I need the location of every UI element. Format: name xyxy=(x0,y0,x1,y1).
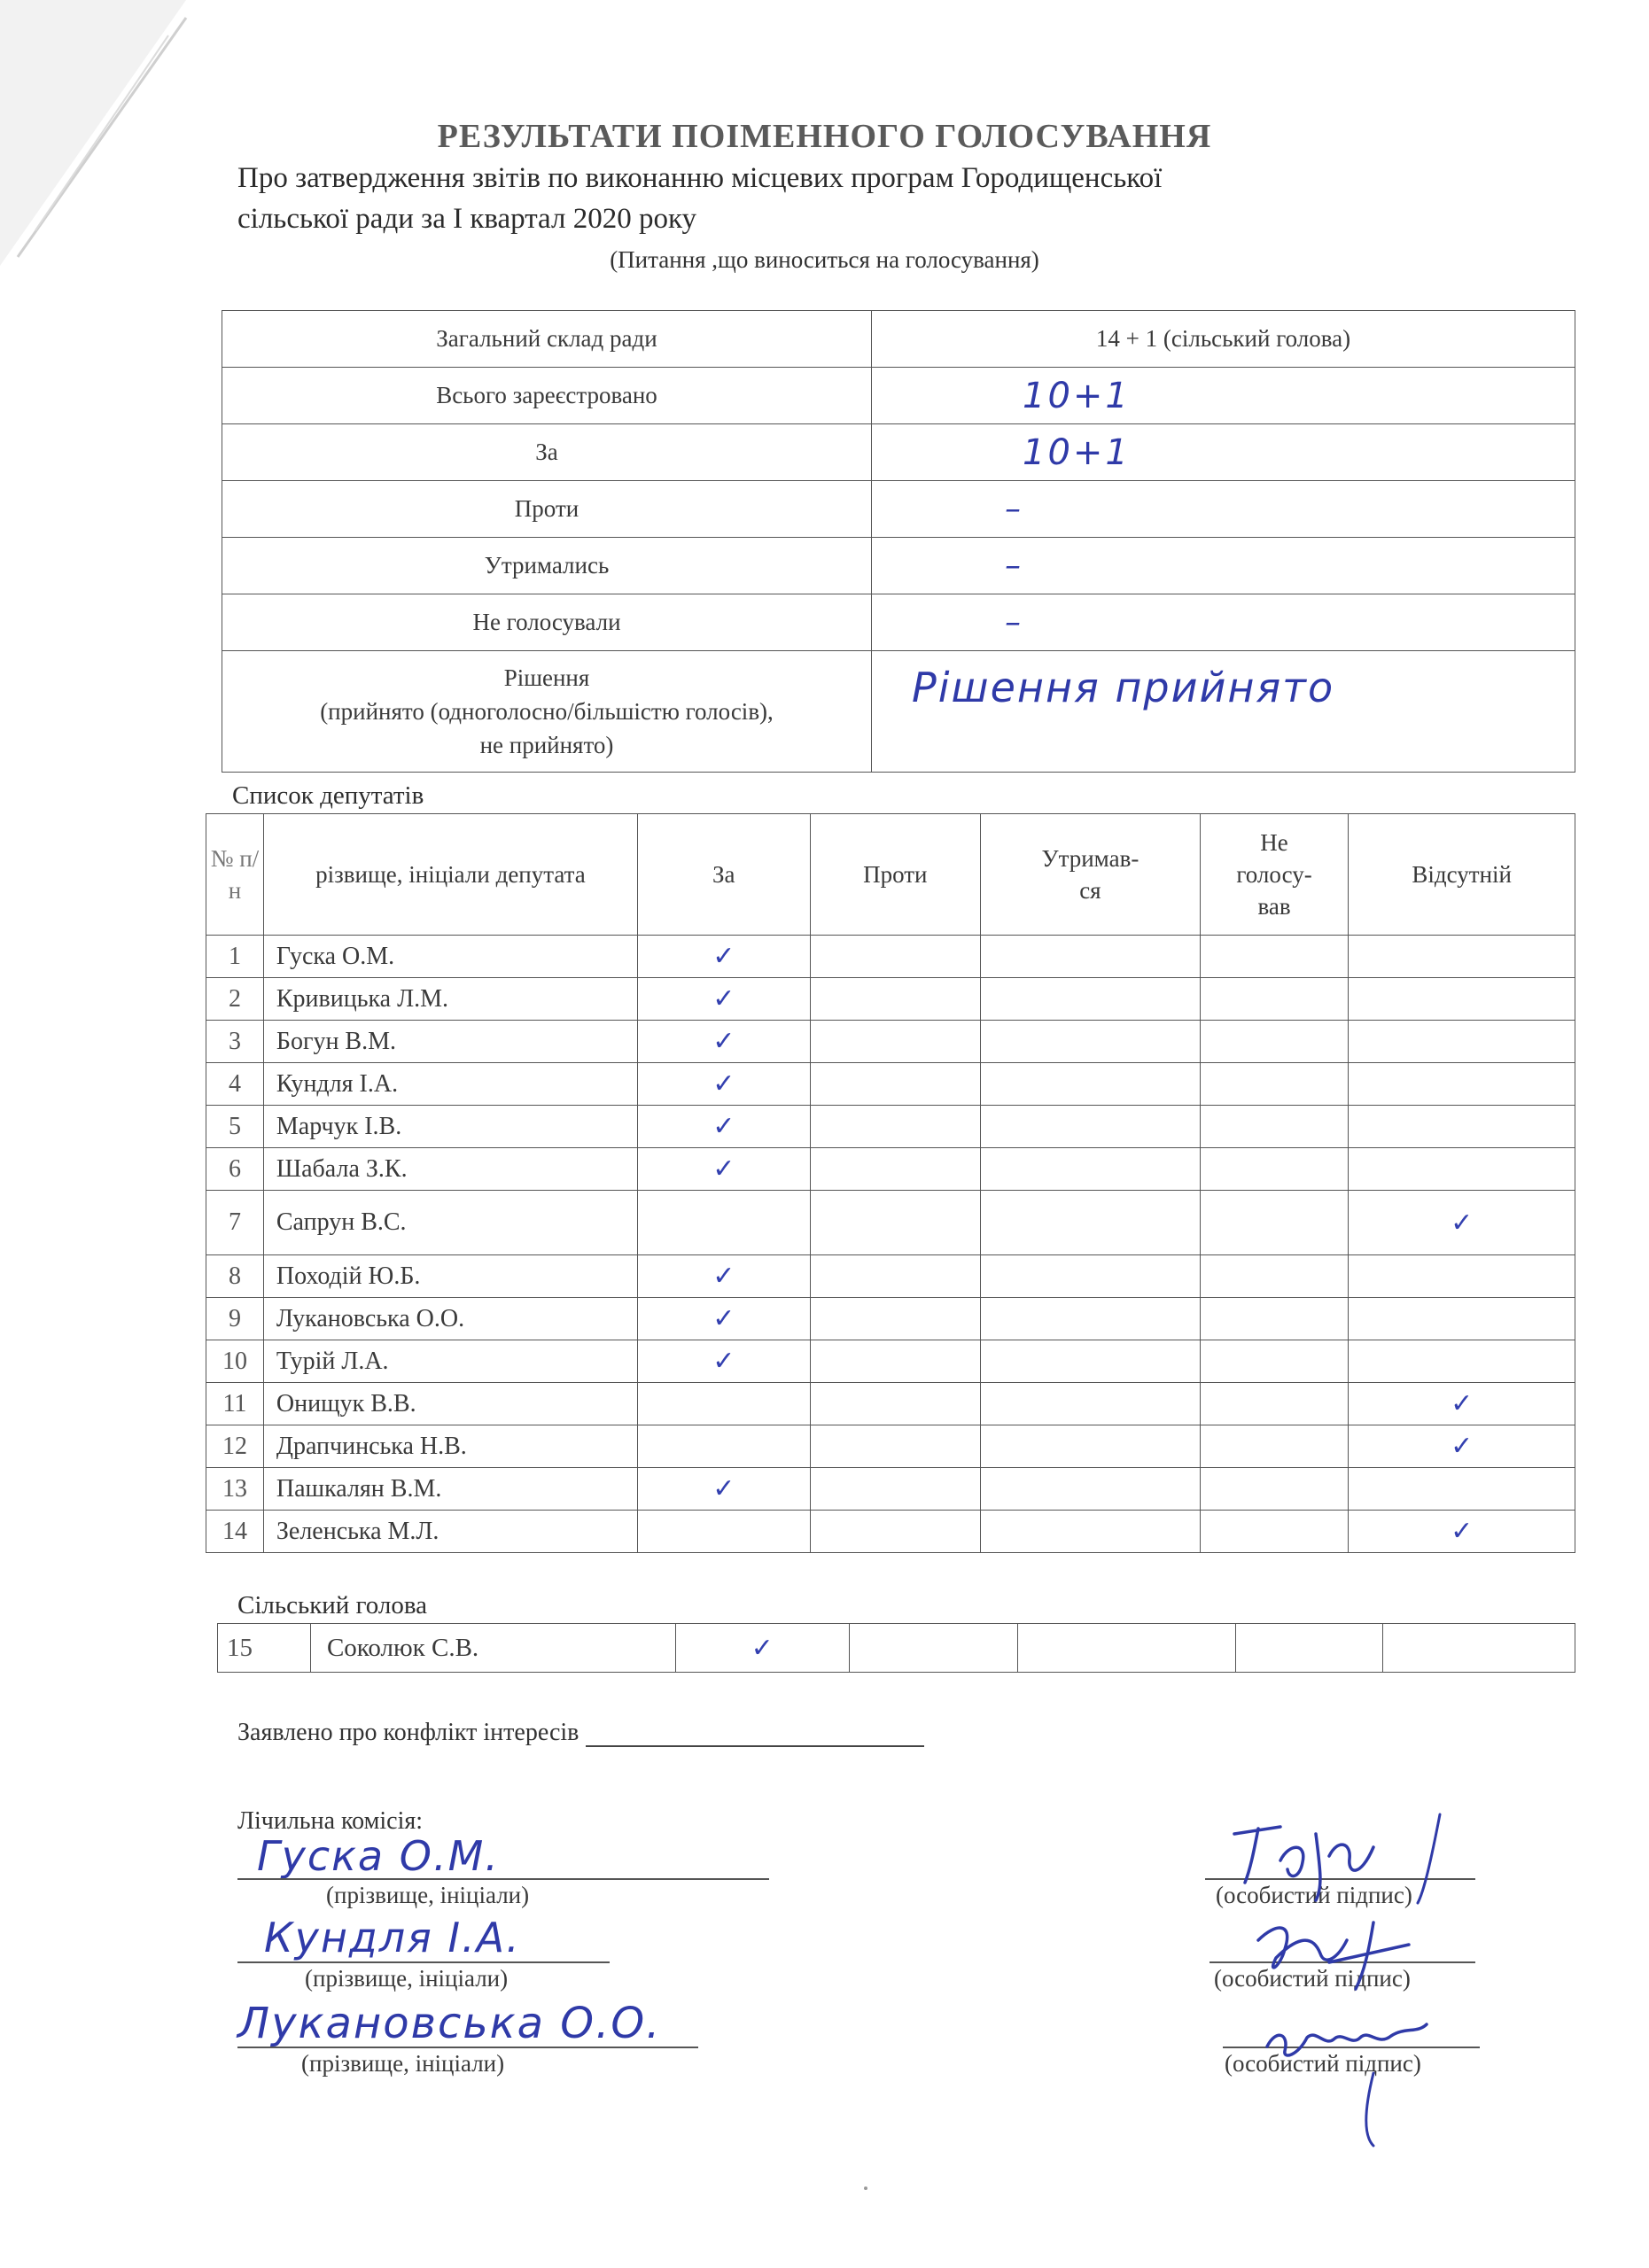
deputy-vote-against xyxy=(810,1255,981,1298)
header-name: різвище, ініціали депутата xyxy=(263,814,637,936)
deputy-num: 14 xyxy=(206,1511,264,1553)
deputy-row xyxy=(206,936,1575,978)
deputy-name: Драпчинська Н.В. xyxy=(263,1425,637,1468)
chair-vote-absent xyxy=(1383,1624,1575,1673)
deputy-vote-against xyxy=(810,1063,981,1106)
deputy-vote-for xyxy=(638,1106,810,1148)
deputy-name: Пашкалян В.М. xyxy=(263,1468,637,1511)
deputy-vote-absent xyxy=(1349,1298,1575,1340)
deputy-vote-against xyxy=(810,1298,981,1340)
deputy-vote-for xyxy=(638,1255,810,1298)
member-2-name-line xyxy=(237,1961,610,1963)
vote-subject xyxy=(237,158,1478,239)
member-1-signature-caption: (особистий підпис) xyxy=(1216,1882,1412,1908)
header-abstained xyxy=(981,814,1201,936)
deputy-vote-absent xyxy=(1349,1191,1575,1255)
chair-table xyxy=(217,1623,1575,1673)
member-3-signature-caption: (особистий підпис) xyxy=(1225,2050,1421,2077)
deputy-row xyxy=(206,978,1575,1021)
deputy-vote-absent xyxy=(1349,1383,1575,1425)
deputy-vote-for xyxy=(638,1340,810,1383)
deputy-vote-absent xyxy=(1349,1021,1575,1063)
check-mark-icon: ✓ xyxy=(712,941,735,972)
header-against: Проти xyxy=(810,814,981,936)
conflict-label: Заявлено про конфлікт інтересів xyxy=(237,1719,579,1746)
deputy-vote-abstained xyxy=(981,1021,1201,1063)
deputy-row xyxy=(206,1298,1575,1340)
summary-value-against xyxy=(872,481,1575,538)
deputy-vote-abstained xyxy=(981,1340,1201,1383)
summary-label: Загальний склад ради xyxy=(222,311,872,368)
summary-row-abstained xyxy=(222,538,1575,594)
decision-label-line-1: Рішення xyxy=(503,664,590,691)
check-mark-icon: ✓ xyxy=(1451,1388,1474,1419)
deputy-vote-for xyxy=(638,1298,810,1340)
deputy-row xyxy=(206,1383,1575,1425)
chair-row xyxy=(218,1624,1575,1673)
deputy-vote-abstained xyxy=(981,1148,1201,1191)
deputy-num: 8 xyxy=(206,1255,264,1298)
deputy-num: 12 xyxy=(206,1425,264,1468)
header-abstained-line-2: ся xyxy=(1079,877,1101,904)
deputy-vote-abstained xyxy=(981,1383,1201,1425)
deputy-vote-against xyxy=(810,1148,981,1191)
deputy-vote-against xyxy=(810,1425,981,1468)
deputy-vote-absent xyxy=(1349,936,1575,978)
check-mark-icon: ✓ xyxy=(1451,1431,1474,1462)
deputy-num: 1 xyxy=(206,936,264,978)
deputy-vote-not-voted xyxy=(1200,1511,1349,1553)
header-not-voted-line-1: Не xyxy=(1260,829,1288,856)
summary-decision-value xyxy=(872,651,1575,773)
member-3-handwritten-name: Лукановська О.О. xyxy=(237,1999,662,2048)
deputy-name: Гуска О.М. xyxy=(263,936,637,978)
deputy-vote-not-voted xyxy=(1200,1191,1349,1255)
deputy-vote-abstained xyxy=(981,1063,1201,1106)
member-2-signature-caption: (особистий підпис) xyxy=(1214,1965,1411,1992)
deputy-vote-absent xyxy=(1349,1340,1575,1383)
deputy-name: Сапрун В.С. xyxy=(263,1191,637,1255)
deputy-vote-for xyxy=(638,1191,810,1255)
vote-subject-line-1: Про затвердження звітів по виконанню місцевих програм Городищенської xyxy=(237,162,1163,194)
deputy-vote-abstained xyxy=(981,1191,1201,1255)
chair-vote-against xyxy=(849,1624,1018,1673)
deputies-header-row xyxy=(206,814,1575,936)
deputy-vote-not-voted xyxy=(1200,936,1349,978)
deputy-row xyxy=(206,1191,1575,1255)
deputy-row xyxy=(206,1106,1575,1148)
deputy-vote-not-voted xyxy=(1200,1340,1349,1383)
handwritten-dash: – xyxy=(1005,604,1021,641)
summary-row-not-voted xyxy=(222,594,1575,651)
member-1-name-line xyxy=(237,1878,769,1880)
deputy-vote-absent xyxy=(1349,1511,1575,1553)
deputy-vote-against xyxy=(810,1468,981,1511)
deputy-vote-for xyxy=(638,936,810,978)
deputy-vote-against xyxy=(810,1511,981,1553)
summary-table xyxy=(222,310,1575,773)
member-1-signature xyxy=(1218,1807,1484,1905)
decision-label-line-3: не прийнято) xyxy=(479,732,614,758)
check-mark-icon: ✓ xyxy=(712,983,735,1014)
summary-row-total xyxy=(222,311,1575,368)
deputy-name: Марчук І.В. xyxy=(263,1106,637,1148)
header-num: № п/н xyxy=(206,814,264,936)
deputy-vote-against xyxy=(810,1383,981,1425)
chair-vote-for xyxy=(675,1624,849,1673)
deputy-vote-for xyxy=(638,1148,810,1191)
deputy-num: 7 xyxy=(206,1191,264,1255)
deputy-num: 9 xyxy=(206,1298,264,1340)
deputy-vote-against xyxy=(810,1191,981,1255)
check-mark-icon: ✓ xyxy=(1451,1516,1474,1547)
deputy-vote-abstained xyxy=(981,1106,1201,1148)
member-2-handwritten-name: Кундля І.А. xyxy=(264,1914,521,1961)
deputy-name: Зеленська М.Л. xyxy=(263,1511,637,1553)
deputy-vote-not-voted xyxy=(1200,1106,1349,1148)
deputy-num: 13 xyxy=(206,1468,264,1511)
summary-row-registered xyxy=(222,368,1575,424)
deputies-table xyxy=(206,813,1575,1553)
deputy-num: 6 xyxy=(206,1148,264,1191)
handwritten-dash: – xyxy=(1005,548,1021,584)
header-for: За xyxy=(638,814,810,936)
check-mark-icon: ✓ xyxy=(712,1303,735,1334)
deputy-row xyxy=(206,1340,1575,1383)
deputy-vote-for xyxy=(638,1425,810,1468)
deputy-row xyxy=(206,1021,1575,1063)
deputy-row xyxy=(206,1468,1575,1511)
summary-value-for xyxy=(872,424,1575,481)
deputy-num: 3 xyxy=(206,1021,264,1063)
check-mark-icon: ✓ xyxy=(712,1026,735,1057)
check-mark-icon: ✓ xyxy=(712,1068,735,1099)
deputy-vote-against xyxy=(810,1340,981,1383)
chair-vote-not-voted xyxy=(1236,1624,1383,1673)
deputy-vote-abstained xyxy=(981,1255,1201,1298)
deputy-vote-not-voted xyxy=(1200,1148,1349,1191)
deputy-vote-absent xyxy=(1349,978,1575,1021)
deputy-vote-for xyxy=(638,1511,810,1553)
summary-label: Не голосували xyxy=(222,594,872,651)
header-abstained-line-1: Утримав- xyxy=(1041,845,1140,872)
check-mark-icon: ✓ xyxy=(712,1261,735,1292)
summary-label: Проти xyxy=(222,481,872,538)
deputy-vote-absent xyxy=(1349,1106,1575,1148)
handwritten-value: 10+1 xyxy=(1023,431,1131,473)
deputy-vote-for xyxy=(638,1063,810,1106)
header-not-voted-line-2: голосу- xyxy=(1236,861,1312,888)
deputy-name: Онищук В.В. xyxy=(263,1383,637,1425)
chair-num: 15 xyxy=(218,1624,311,1673)
deputies-section-label: Список депутатів xyxy=(232,781,424,810)
check-mark-icon: ✓ xyxy=(712,1473,735,1504)
deputy-vote-absent xyxy=(1349,1425,1575,1468)
deputy-vote-abstained xyxy=(981,1511,1201,1553)
summary-row-decision xyxy=(222,651,1575,773)
commission-label: Лічильна комісія: xyxy=(237,1807,424,1835)
deputy-vote-not-voted xyxy=(1200,1021,1349,1063)
deputy-num: 11 xyxy=(206,1383,264,1425)
chair-vote-abstained xyxy=(1018,1624,1236,1673)
summary-label: Утримались xyxy=(222,538,872,594)
summary-value-total: 14 + 1 (сільський голова) xyxy=(872,311,1575,368)
summary-decision-label xyxy=(222,651,872,773)
header-absent: Відсутній xyxy=(1349,814,1575,936)
deputy-name: Шабала З.К. xyxy=(263,1148,637,1191)
deputy-vote-abstained xyxy=(981,936,1201,978)
member-3-signature xyxy=(1249,1984,1489,2153)
deputy-name: Кундля І.А. xyxy=(263,1063,637,1106)
handwritten-decision: Рішення прийнято xyxy=(912,664,1335,711)
summary-label: Всього зареєстровано xyxy=(222,368,872,424)
deputy-row xyxy=(206,1063,1575,1106)
deputy-vote-for xyxy=(638,978,810,1021)
deputy-row xyxy=(206,1511,1575,1553)
deputy-vote-abstained xyxy=(981,1425,1201,1468)
deputy-row xyxy=(206,1425,1575,1468)
chair-name: Соколюк С.В. xyxy=(310,1624,675,1673)
check-mark-icon: ✓ xyxy=(712,1153,735,1184)
member-3-name-caption: (прізвище, ініціали) xyxy=(301,2050,505,2077)
deputy-name: Кривицька Л.М. xyxy=(263,978,637,1021)
deputy-num: 5 xyxy=(206,1106,264,1148)
deputy-name: Походій Ю.Б. xyxy=(263,1255,637,1298)
deputy-name: Лукановська О.О. xyxy=(263,1298,637,1340)
deputy-vote-against xyxy=(810,978,981,1021)
summary-row-for xyxy=(222,424,1575,481)
deputy-vote-not-voted xyxy=(1200,1298,1349,1340)
deputy-row xyxy=(206,1255,1575,1298)
deputy-name: Турій Л.А. xyxy=(263,1340,637,1383)
deputy-vote-absent xyxy=(1349,1255,1575,1298)
deputy-vote-against xyxy=(810,1021,981,1063)
deputy-vote-abstained xyxy=(981,1468,1201,1511)
deputy-vote-for xyxy=(638,1021,810,1063)
deputy-num: 2 xyxy=(206,978,264,1021)
deputy-name: Богун В.М. xyxy=(263,1021,637,1063)
check-mark-icon: ✓ xyxy=(751,1632,774,1664)
conflict-of-interest xyxy=(237,1719,924,1747)
deputy-vote-not-voted xyxy=(1200,1255,1349,1298)
check-mark-icon: ✓ xyxy=(712,1111,735,1142)
document-title: РЕЗУЛЬТАТИ ПОІМЕННОГО ГОЛОСУВАННЯ xyxy=(437,118,1212,155)
chair-section-label: Сільський голова xyxy=(237,1591,428,1619)
vote-subject-hint: (Питання ,що виноситься на голосування) xyxy=(610,246,1039,273)
summary-row-against xyxy=(222,481,1575,538)
member-1-name-caption: (прізвище, ініціали) xyxy=(326,1882,530,1908)
deputy-num: 10 xyxy=(206,1340,264,1383)
header-not-voted xyxy=(1200,814,1349,936)
handwritten-dash: – xyxy=(1005,491,1021,527)
deputy-vote-absent xyxy=(1349,1148,1575,1191)
summary-value-abstained xyxy=(872,538,1575,594)
conflict-blank-line xyxy=(586,1722,924,1747)
deputy-vote-abstained xyxy=(981,1298,1201,1340)
deputy-vote-for xyxy=(638,1468,810,1511)
header-not-voted-line-3: вав xyxy=(1257,893,1291,920)
member-2-name-caption: (прізвище, ініціали) xyxy=(305,1965,509,1992)
scan-shadow xyxy=(0,0,230,354)
deputy-vote-absent xyxy=(1349,1468,1575,1511)
deputy-num: 4 xyxy=(206,1063,264,1106)
deputy-vote-against xyxy=(810,1106,981,1148)
deputy-vote-abstained xyxy=(981,978,1201,1021)
member-3-name-line xyxy=(237,2047,698,2048)
deputy-vote-absent xyxy=(1349,1063,1575,1106)
deputy-vote-not-voted xyxy=(1200,978,1349,1021)
deputy-vote-not-voted xyxy=(1200,1468,1349,1511)
deputy-row xyxy=(206,1148,1575,1191)
decision-label-line-2: (прийнято (одноголосно/більшістю голосів), xyxy=(320,698,774,725)
check-mark-icon: ✓ xyxy=(1451,1207,1474,1239)
summary-value-not-voted xyxy=(872,594,1575,651)
member-2-signature xyxy=(1241,1905,1471,1993)
check-mark-icon: ✓ xyxy=(712,1346,735,1377)
deputy-vote-for xyxy=(638,1383,810,1425)
deputy-vote-against xyxy=(810,936,981,978)
deputy-vote-not-voted xyxy=(1200,1425,1349,1468)
scan-speck xyxy=(864,2186,867,2190)
summary-value-registered xyxy=(872,368,1575,424)
deputy-vote-not-voted xyxy=(1200,1383,1349,1425)
vote-subject-line-2: сільської ради за І квартал 2020 року xyxy=(237,203,697,235)
member-1-handwritten-name: Гуска О.М. xyxy=(257,1832,500,1880)
deputies-body xyxy=(206,936,1575,1553)
deputy-vote-not-voted xyxy=(1200,1063,1349,1106)
summary-label: За xyxy=(222,424,872,481)
handwritten-value: 10+1 xyxy=(1023,375,1131,416)
